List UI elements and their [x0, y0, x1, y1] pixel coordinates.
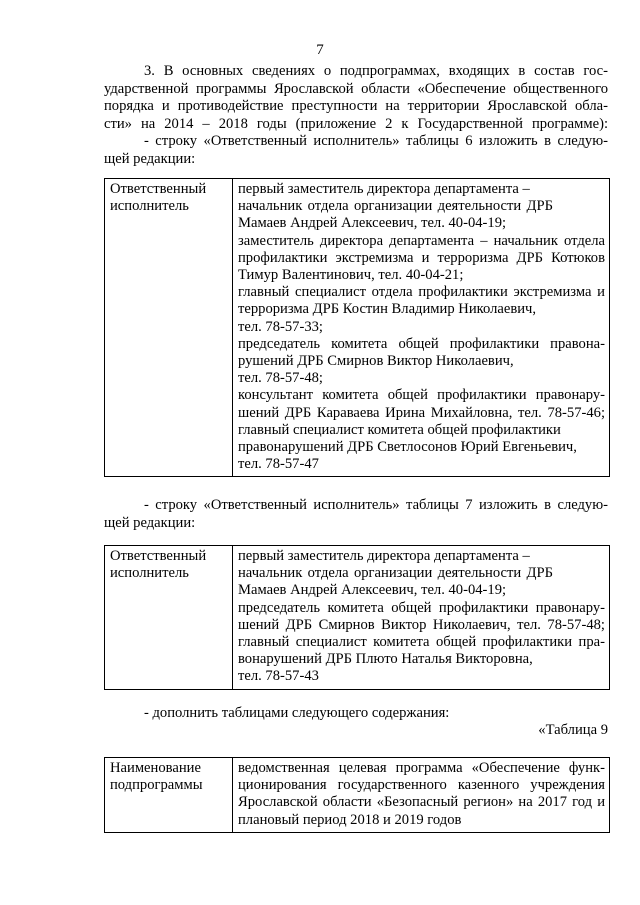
paragraph-3-line: порядка и противодействие преступности на территории Ярославской обла-	[104, 98, 608, 115]
paragraph-3-line: сти» на 2014 – 2018 годы (приложение 2 к Государственной программе):	[104, 115, 608, 132]
table-6-content	[233, 179, 610, 477]
table-9-caption: «Таблица 9	[538, 722, 608, 738]
label-line: подпрограммы	[110, 777, 203, 794]
table-9-label	[105, 758, 233, 833]
content-line: начальник отдела организации деятельности ДРБ	[238, 198, 553, 215]
paragraph-line: - строку «Ответственный исполнитель» таблицы 7 изложить в следую-	[144, 497, 608, 513]
table-row	[105, 546, 610, 690]
content-line: ционирования государственного казенного учреждения	[238, 777, 605, 794]
content-line: председатель комитета общей профилактики правона-	[238, 335, 605, 352]
content-line: Ярославской области «Безопасный регион» на 2017 год и	[238, 794, 605, 811]
page-number: 7	[316, 42, 324, 58]
content-line: Тимур Валентинович, тел. 40-04-21;	[238, 267, 464, 284]
label-line: исполнитель	[110, 198, 189, 215]
table-row	[105, 758, 610, 833]
content-line: вонарушений ДРБ Плюто Наталья Викторовна,	[238, 651, 533, 668]
content-line: председатель комитета общей профилактики правонару-	[238, 599, 605, 616]
table-row	[105, 179, 610, 477]
paragraph-3-line: - строку «Ответственный исполнитель» таблицы 6 изложить в следую-	[144, 133, 608, 150]
content-line: шений ДРБ Смирнов Виктор Николаевич, тел. 78-57-48;	[238, 616, 605, 633]
content-line: первый заместитель директора департамента –	[238, 548, 530, 564]
label-line: Ответственный	[110, 181, 207, 197]
paragraph-3-line: ударственной программы Ярославской области «Обеспечение общественного	[104, 80, 608, 97]
label-line: исполнитель	[110, 565, 189, 582]
content-line: тел. 78-57-33;	[238, 318, 323, 335]
content-line: правонарушений ДРБ Светлосонов Юрий Евгеньевич,	[238, 439, 577, 456]
content-line: главный специалист отдела профилактики экстремизма и	[238, 284, 605, 301]
content-line: заместитель директора департамента – начальник отдела	[238, 232, 605, 249]
table-6-label	[105, 179, 233, 477]
content-line: шений ДРБ Караваева Ирина Михайловна, тел. 78-57-46;	[238, 404, 605, 421]
table-9-content	[233, 758, 610, 833]
paragraph-3-line: щей редакции:	[104, 150, 196, 167]
paragraph-add-tables	[104, 705, 608, 723]
content-line: тел. 78-57-43	[238, 668, 319, 685]
content-line: рушений ДРБ Смирнов Виктор Николаевич,	[238, 353, 514, 370]
content-line: Мамаев Андрей Алексеевич, тел. 40-04-19;	[238, 215, 507, 232]
table-7	[104, 545, 610, 690]
table-7-label	[105, 546, 233, 690]
paragraph-3-line: 3. В основных сведениях о подпрограммах, входящих в состав гос-	[144, 63, 608, 79]
content-line: тел. 78-57-47	[238, 456, 319, 473]
content-line: тел. 78-57-48;	[238, 370, 323, 387]
content-line: терроризма ДРБ Костин Владимир Николаевич,	[238, 301, 537, 318]
label-line: Ответственный	[110, 548, 207, 564]
paragraph-3	[104, 63, 608, 169]
content-line: плановый период 2018 и 2019 годов	[238, 811, 462, 828]
table-6	[104, 178, 610, 477]
label-line: Наименование	[110, 760, 201, 776]
paragraph-line: щей редакции:	[104, 514, 196, 531]
content-line: ведомственная целевая программа «Обеспечение функ-	[238, 760, 605, 776]
content-line: консультант комитета общей профилактики правонару-	[238, 387, 605, 404]
content-line: начальник отдела организации деятельности ДРБ	[238, 565, 553, 582]
paragraph-line: - дополнить таблицами следующего содержания:	[144, 705, 450, 721]
content-line: главный специалист комитета общей профилактики	[238, 421, 561, 438]
paragraph-table-7	[104, 497, 608, 532]
content-line: первый заместитель директора департамента –	[238, 181, 530, 197]
table-7-content	[233, 546, 610, 690]
content-line: главный специалист комитета общей профилактики пра-	[238, 634, 605, 651]
content-line: Мамаев Андрей Алексеевич, тел. 40-04-19;	[238, 582, 507, 599]
table-9	[104, 757, 610, 833]
content-line: профилактики экстремизма и терроризма ДРБ Котюков	[238, 249, 605, 266]
